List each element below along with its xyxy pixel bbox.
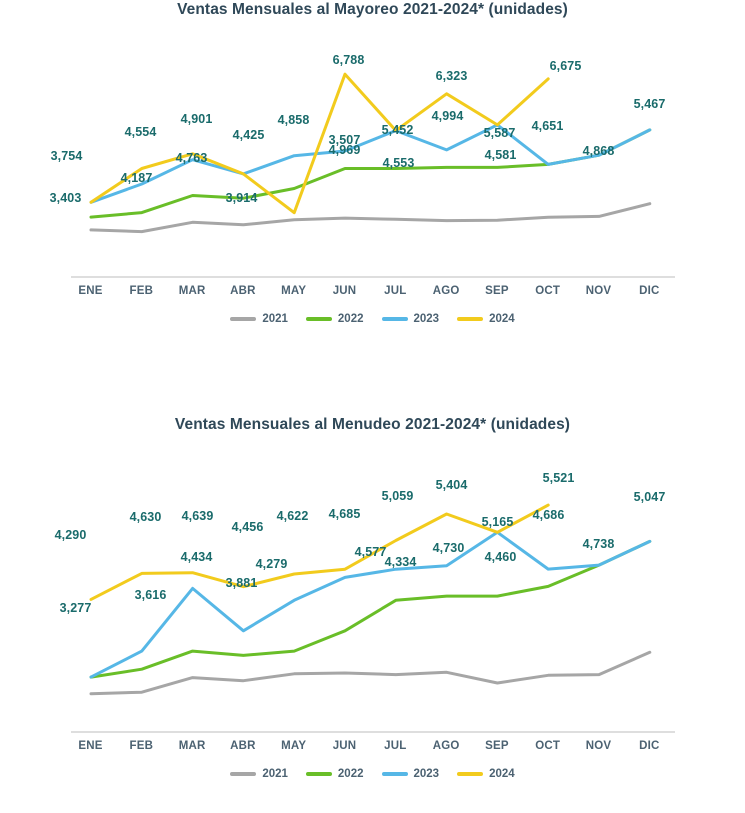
x-tick-sep: SEP — [485, 740, 509, 752]
plot-area-mayoreo — [49, 25, 693, 285]
data-point-label: 3,403 — [49, 191, 82, 205]
data-point-label: 3,914 — [225, 191, 258, 205]
x-tick-sep: SEP — [485, 285, 509, 297]
legend-swatch-icon — [457, 772, 483, 776]
x-axis-menudeo — [53, 740, 693, 762]
data-point-label: 4,639 — [181, 509, 214, 523]
legend-item-2021[interactable] — [230, 768, 288, 780]
x-tick-mar: MAR — [178, 740, 206, 752]
x-tick-oct: OCT — [535, 740, 561, 752]
plot-area-menudeo — [53, 440, 693, 740]
data-point-label: 4,685 — [328, 507, 361, 521]
legend-swatch-icon — [230, 772, 256, 776]
data-point-label: 5,587 — [483, 126, 516, 140]
x-tick-dic: DIC — [639, 740, 660, 752]
data-point-label: 4,969 — [328, 143, 361, 157]
data-point-label: 4,686 — [532, 508, 565, 522]
legend-swatch-icon — [457, 317, 483, 321]
data-point-label: 4,460 — [484, 550, 517, 564]
data-point-label: 5,521 — [542, 471, 575, 485]
data-point-label: 5,165 — [481, 515, 514, 529]
data-point-label: 4,630 — [129, 510, 162, 524]
legend-item-2023[interactable] — [382, 768, 440, 780]
data-point-label: 4,334 — [384, 555, 417, 569]
legend-item-2022[interactable] — [306, 313, 364, 325]
x-tick-ene: ENE — [78, 740, 103, 752]
data-point-label: 4,187 — [120, 171, 153, 185]
data-point-label: 5,452 — [381, 123, 414, 137]
legend-label: 2024 — [489, 313, 515, 325]
data-point-label: 6,323 — [435, 69, 468, 83]
x-tick-dic: DIC — [639, 285, 660, 297]
data-point-label: 3,277 — [59, 601, 92, 615]
legend-mayoreo — [0, 313, 745, 325]
data-point-label: 4,581 — [484, 148, 517, 162]
series-line-2023 — [91, 125, 650, 202]
data-point-label: 5,059 — [381, 489, 414, 503]
legend-item-2021[interactable] — [230, 313, 288, 325]
legend-label: 2021 — [262, 313, 288, 325]
x-tick-jun: JUN — [332, 285, 357, 297]
legend-swatch-icon — [382, 317, 408, 321]
x-tick-oct: OCT — [535, 285, 561, 297]
data-point-label: 5,467 — [633, 97, 666, 111]
data-point-label: 4,858 — [277, 113, 310, 127]
legend-swatch-icon — [382, 772, 408, 776]
x-tick-feb: FEB — [129, 285, 154, 297]
x-tick-ene: ENE — [78, 285, 103, 297]
data-point-label: 4,425 — [232, 128, 265, 142]
x-tick-may: MAY — [281, 285, 307, 297]
data-point-label: 4,456 — [231, 520, 264, 534]
legend-menudeo — [0, 768, 745, 780]
data-point-label: 3,754 — [50, 149, 83, 163]
chart-title-mayoreo: Ventas Mensuales al Mayoreo 2021-2024* (unidades) — [177, 1, 568, 18]
data-point-label: 4,651 — [531, 119, 564, 133]
legend-item-2022[interactable] — [306, 768, 364, 780]
x-tick-jul: JUL — [384, 285, 407, 297]
x-tick-ago: AGO — [432, 740, 460, 752]
data-point-label: 4,738 — [582, 537, 615, 551]
chart-title-menudeo: Ventas Mensuales al Menudeo 2021-2024* (unidades) — [174, 416, 571, 433]
x-tick-jul: JUL — [384, 740, 407, 752]
x-axis-mayoreo — [53, 285, 693, 307]
data-point-label: 3,507 — [328, 133, 361, 147]
data-point-label: 5,404 — [435, 478, 468, 492]
x-tick-abr: ABR — [230, 285, 256, 297]
series-line-2024 — [91, 74, 548, 213]
series-line-2022 — [91, 130, 650, 217]
legend-label: 2023 — [413, 768, 440, 780]
legend-label: 2024 — [489, 768, 515, 780]
data-point-label: 4,994 — [431, 109, 464, 123]
data-point-label: 4,553 — [382, 156, 415, 170]
chart-menudeo — [0, 360, 745, 813]
data-point-label: 4,901 — [180, 112, 213, 126]
data-point-label: 4,554 — [124, 125, 157, 139]
data-point-label: 4,730 — [432, 541, 465, 555]
x-tick-may: MAY — [281, 740, 307, 752]
legend-label: 2022 — [337, 768, 364, 780]
x-tick-mar: MAR — [178, 285, 206, 297]
legend-swatch-icon — [306, 772, 332, 776]
data-point-label: 4,763 — [175, 151, 208, 165]
data-point-label: 3,616 — [134, 588, 167, 602]
data-point-label: 4,622 — [276, 509, 309, 523]
data-point-label: 4,434 — [180, 550, 213, 564]
series-line-2021 — [91, 204, 650, 232]
legend-label: 2021 — [262, 768, 288, 780]
legend-item-2023[interactable] — [382, 313, 440, 325]
legend-swatch-icon — [230, 317, 256, 321]
x-tick-nov: NOV — [585, 740, 612, 752]
legend-swatch-icon — [306, 317, 332, 321]
data-point-label: 4,868 — [582, 144, 615, 158]
data-point-label: 6,675 — [549, 59, 582, 73]
x-tick-nov: NOV — [585, 285, 612, 297]
chart-mayoreo — [0, 0, 745, 360]
data-point-label: 3,881 — [225, 576, 258, 590]
legend-label: 2022 — [337, 313, 364, 325]
x-tick-ago: AGO — [432, 285, 460, 297]
legend-label: 2023 — [413, 313, 440, 325]
x-tick-abr: ABR — [230, 740, 256, 752]
data-point-label: 5,047 — [633, 490, 666, 504]
data-point-label: 4,577 — [354, 545, 387, 559]
data-point-label: 4,290 — [54, 528, 87, 542]
data-point-label: 6,788 — [332, 53, 365, 67]
legend-item-2024[interactable] — [457, 768, 515, 780]
data-point-label: 4,279 — [255, 557, 288, 571]
legend-item-2024[interactable] — [457, 313, 515, 325]
x-tick-feb: FEB — [129, 740, 154, 752]
x-tick-jun: JUN — [332, 740, 357, 752]
